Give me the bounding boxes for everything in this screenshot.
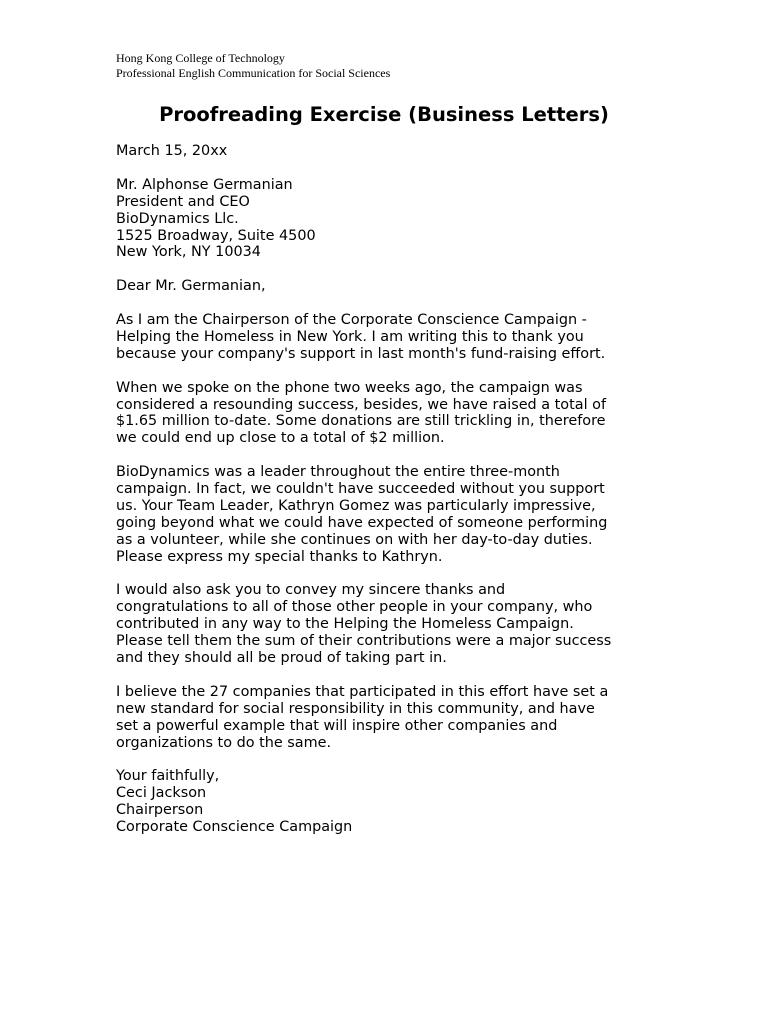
paragraph-line: going beyond what we could have expected of someone performing [116,514,608,531]
spacer [116,295,676,312]
paragraph-line: $1.65 million to-date. Some donations are still trickling in, therefore [116,413,606,430]
paragraph-line: Please tell them the sum of their contributions were a major success [116,633,612,650]
paragraph-line: congratulations to all of those other people in your company, who [116,599,593,616]
signer-title: Chairperson [116,802,204,819]
paragraph-line: BioDynamics was a leader throughout the entire three-month [116,464,560,481]
paragraph-line: and they should all be proud of taking part in. [116,650,447,667]
spacer [116,261,676,278]
paragraph-3 [116,464,676,565]
recipient-address [116,177,676,262]
paragraph-5 [116,684,676,752]
letter-date: March 15, 20xx [116,143,228,159]
paragraph-line: contributed in any way to the Helping the Homeless Campaign. [116,616,574,633]
paragraph-line: because your company's support in last month's fund-raising effort. [116,345,606,362]
course-name: Professional English Communication for Social Sciences [116,66,391,80]
paragraph-line: As I am the Chairperson of the Corporate Conscience Campaign - [116,312,587,329]
paragraph-line: Helping the Homeless in New York. I am writing this to thank you [116,328,584,345]
recipient-street: 1525 Broadway, Suite 4500 [116,227,316,244]
spacer [116,566,676,583]
recipient-company: BioDynamics Llc. [116,210,239,227]
recipient-title: President and CEO [116,193,250,210]
signature-block [116,785,676,836]
recipient-name: Mr. Alphonse Germanian [116,176,293,193]
institution-name: Hong Kong College of Technology [116,51,285,65]
paragraph-4 [116,582,676,667]
paragraph-2 [116,380,676,448]
spacer [116,752,676,769]
spacer [116,447,676,464]
paragraph-line: set a powerful example that will inspire other companies and [116,717,558,734]
exercise-title: Proofreading Exercise (Business Letters) [159,103,609,126]
paragraph-line: I believe the 27 companies that participated in this effort have set a [116,683,609,700]
paragraph-line: us. Your Team Leader, Kathryn Gomez was particularly impressive, [116,497,596,514]
paragraph-line: I would also ask you to convey my sincere thanks and [116,582,506,599]
paragraph-line: organizations to do the same. [116,734,332,751]
paragraph-1 [116,312,676,363]
recipient-city: New York, NY 10034 [116,244,261,261]
closing: Your faithfully, [116,768,220,785]
paragraph-line: campaign. In fact, we couldn't have succeeded without you support [116,481,605,498]
spacer [116,667,676,684]
salutation: Dear Mr. Germanian, [116,278,266,295]
paragraph-line: Please express my special thanks to Kathryn. [116,548,443,565]
document-header [116,51,390,81]
spacer [116,160,676,177]
paragraph-line: we could end up close to a total of $2 million. [116,430,445,447]
paragraph-line: new standard for social responsibility in this community, and have [116,700,595,717]
signer-name: Ceci Jackson [116,785,207,802]
paragraph-line: When we spoke on the phone two weeks ago, the campaign was [116,379,583,396]
paragraph-line: as a volunteer, while she continues on with her day-to-day duties. [116,531,593,548]
spacer [116,363,676,380]
letter-body [116,143,676,836]
paragraph-line: considered a resounding success, besides, we have raised a total of [116,396,607,413]
signer-organization: Corporate Conscience Campaign [116,819,353,836]
